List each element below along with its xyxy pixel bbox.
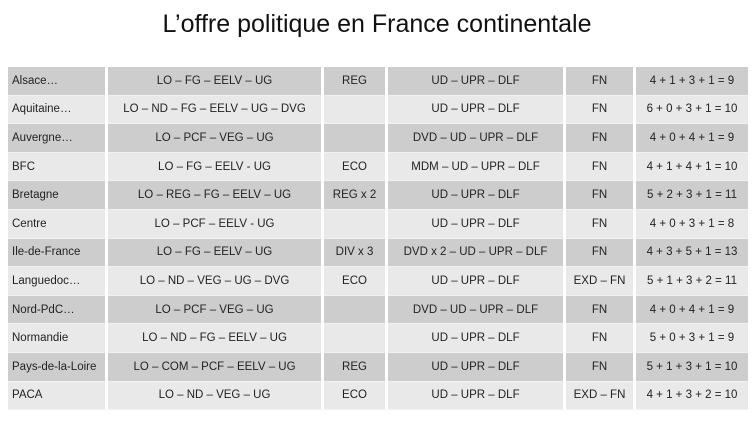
far-right-cell: FN xyxy=(566,96,636,125)
table-row xyxy=(8,267,748,296)
left-parties-cell: LO – ND – FG – EELV – UG xyxy=(108,324,324,353)
left-parties-cell: LO – ND – VEG – UG – DVG xyxy=(108,267,324,296)
far-right-cell: FN xyxy=(566,324,636,353)
table-row xyxy=(8,353,748,382)
other-parties-cell xyxy=(324,296,388,325)
right-parties-cell: DVD x 2 – UD – UPR – DLF xyxy=(388,239,566,268)
region-cell: Nord-PdC… xyxy=(8,296,108,325)
right-parties-cell: UD – UPR – DLF xyxy=(388,267,566,296)
table-row xyxy=(8,210,748,239)
region-cell: Ile-de-France xyxy=(8,239,108,268)
total-cell: 4 + 0 + 4 + 1 = 9 xyxy=(636,124,748,153)
far-right-cell: FN xyxy=(566,124,636,153)
left-parties-cell: LO – FG – EELV – UG xyxy=(108,239,324,268)
other-parties-cell: ECO xyxy=(324,153,388,182)
total-cell: 4 + 1 + 4 + 1 = 10 xyxy=(636,153,748,182)
table-row xyxy=(8,296,748,325)
other-parties-cell: REG xyxy=(324,67,388,96)
total-cell: 5 + 2 + 3 + 1 = 11 xyxy=(636,181,748,210)
left-parties-cell: LO – ND – FG – EELV – UG – DVG xyxy=(108,96,324,125)
left-parties-cell: LO – ND – VEG – UG xyxy=(108,382,324,411)
far-right-cell: FN xyxy=(566,353,636,382)
region-cell: BFC xyxy=(8,153,108,182)
table-row xyxy=(8,67,748,96)
region-cell: Aquitaine… xyxy=(8,96,108,125)
table-row xyxy=(8,96,748,125)
left-parties-cell: LO – PCF – VEG – UG xyxy=(108,296,324,325)
right-parties-cell: MDM – UD – UPR – DLF xyxy=(388,153,566,182)
right-parties-cell: UD – UPR – DLF xyxy=(388,382,566,411)
offer-table xyxy=(8,67,748,410)
left-parties-cell: LO – COM – PCF – EELV – UG xyxy=(108,353,324,382)
region-cell: Auvergne… xyxy=(8,124,108,153)
right-parties-cell: UD – UPR – DLF xyxy=(388,181,566,210)
far-right-cell: FN xyxy=(566,67,636,96)
far-right-cell: FN xyxy=(566,153,636,182)
left-parties-cell: LO – PCF – EELV - UG xyxy=(108,210,324,239)
left-parties-cell: LO – FG – EELV - UG xyxy=(108,153,324,182)
far-right-cell: EXD – FN xyxy=(566,267,636,296)
table-row xyxy=(8,124,748,153)
slide-title: L’offre politique en France continentale xyxy=(162,10,592,38)
table-row xyxy=(8,324,748,353)
table-row xyxy=(8,153,748,182)
total-cell: 6 + 0 + 3 + 1 = 10 xyxy=(636,96,748,125)
total-cell: 4 + 0 + 4 + 1 = 9 xyxy=(636,296,748,325)
left-parties-cell: LO – PCF – VEG – UG xyxy=(108,124,324,153)
total-cell: 5 + 0 + 3 + 1 = 9 xyxy=(636,324,748,353)
other-parties-cell xyxy=(324,124,388,153)
other-parties-cell xyxy=(324,96,388,125)
far-right-cell: FN xyxy=(566,210,636,239)
other-parties-cell xyxy=(324,210,388,239)
right-parties-cell: UD – UPR – DLF xyxy=(388,324,566,353)
other-parties-cell: ECO xyxy=(324,382,388,411)
other-parties-cell xyxy=(324,324,388,353)
other-parties-cell: ECO xyxy=(324,267,388,296)
region-cell: PACA xyxy=(8,382,108,411)
region-cell: Bretagne xyxy=(8,181,108,210)
total-cell: 5 + 1 + 3 + 2 = 11 xyxy=(636,267,748,296)
total-cell: 4 + 1 + 3 + 2 = 10 xyxy=(636,382,748,411)
total-cell: 4 + 1 + 3 + 1 = 9 xyxy=(636,67,748,96)
total-cell: 4 + 0 + 3 + 1 = 8 xyxy=(636,210,748,239)
table-row xyxy=(8,181,748,210)
table-row xyxy=(8,382,748,411)
table-row xyxy=(8,239,748,268)
left-parties-cell: LO – FG – EELV – UG xyxy=(108,67,324,96)
right-parties-cell: DVD – UD – UPR – DLF xyxy=(388,296,566,325)
region-cell: Centre xyxy=(8,210,108,239)
right-parties-cell: UD – UPR – DLF xyxy=(388,353,566,382)
far-right-cell: FN xyxy=(566,239,636,268)
other-parties-cell: REG x 2 xyxy=(324,181,388,210)
total-cell: 4 + 3 + 5 + 1 = 13 xyxy=(636,239,748,268)
region-cell: Normandie xyxy=(8,324,108,353)
right-parties-cell: UD – UPR – DLF xyxy=(388,210,566,239)
left-parties-cell: LO – REG – FG – EELV – UG xyxy=(108,181,324,210)
other-parties-cell: DIV x 3 xyxy=(324,239,388,268)
right-parties-cell: UD – UPR – DLF xyxy=(388,96,566,125)
total-cell: 5 + 1 + 3 + 1 = 10 xyxy=(636,353,748,382)
other-parties-cell: REG xyxy=(324,353,388,382)
right-parties-cell: UD – UPR – DLF xyxy=(388,67,566,96)
far-right-cell: EXD – FN xyxy=(566,382,636,411)
region-cell: Alsace… xyxy=(8,67,108,96)
region-cell: Languedoc… xyxy=(8,267,108,296)
region-cell: Pays-de-la-Loire xyxy=(8,353,108,382)
right-parties-cell: DVD – UD – UPR – DLF xyxy=(388,124,566,153)
far-right-cell: FN xyxy=(566,296,636,325)
far-right-cell: FN xyxy=(566,181,636,210)
